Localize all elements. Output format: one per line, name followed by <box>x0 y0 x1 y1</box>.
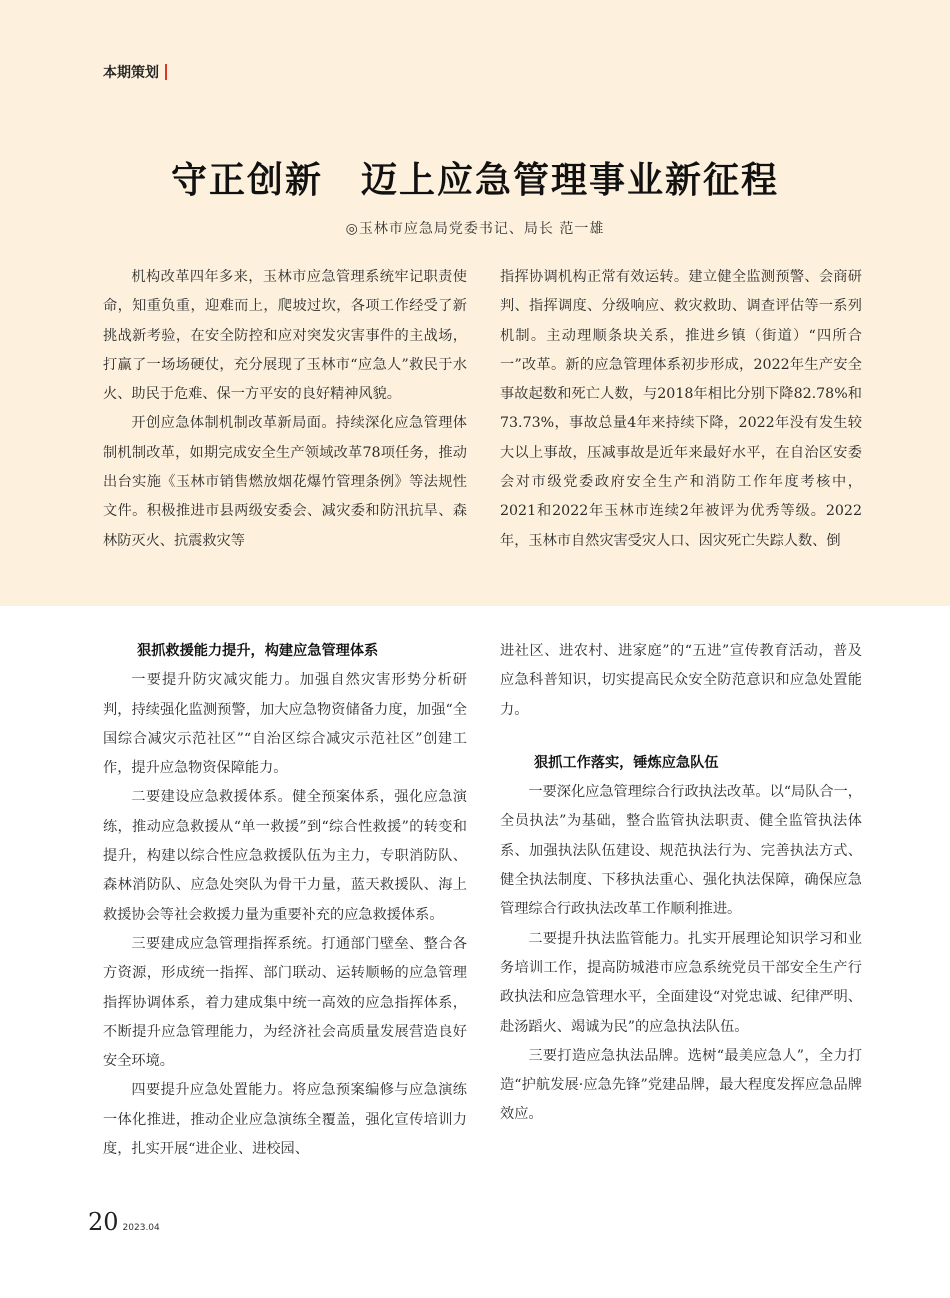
issue-date: 2023.04 <box>122 1223 160 1233</box>
section-tag <box>103 62 167 82</box>
paragraph: 二要建设应急救援体系。健全预案体系，强化应急演练，推动应急救援从“单一救援”到“综合性救援”的转变和提升，构建以综合性应急救援队伍为主力，专职消防队、森林消防队、应急处突队为骨干力量，蓝天救援队、海上救援协会等社会救援力量为重要补充的应急救援体系。 <box>103 789 467 923</box>
section-heading: 狠抓工作落实，锤炼应急队伍 <box>534 754 719 771</box>
article-title: 守正创新 迈上应急管理事业新征程 <box>170 160 779 201</box>
paragraph: 开创应急体制机制改革新局面。持续深化应急管理体制机制改革，如期完成安全生产领域改革78项任务，推动出台实施《玉林市销售燃放烟花爆竹管理条例》等法规性文件。积极推进市县两级安委会、减灾委和防汛抗旱、森林防灭火、抗震救灾等 <box>103 415 467 549</box>
spacer <box>500 725 862 749</box>
paragraph: 三要建成应急管理指挥系统。打通部门壁垒、整合各方资源，形成统一指挥、部门联动、运转顺畅的应急管理指挥协调体系，着力建成集中统一高效的应急指挥体系，不断提升应急管理能力，为经济社会高质量发展营造良好安全环境。 <box>103 935 467 1070</box>
column-top-right <box>500 263 862 556</box>
column-top-left <box>103 263 467 556</box>
page-footer <box>88 1208 160 1236</box>
paragraph: 四要提升应急处置能力。将应急预案编修与应急演练一体化推进，推动企业应急演练全覆盖，强化宣传培训力度，扎实开展“进企业、进校园、 <box>103 1082 467 1158</box>
article-byline: ◎玉林市应急局党委书记、局长 范一雄 <box>345 221 605 237</box>
paragraph: 进社区、进农村、进家庭”的“五进”宣传教育活动，普及应急科普知识，切实提高民众安全防范意识和应急处置能力。 <box>500 643 862 718</box>
section-heading: 狠抓救援能力提升，构建应急管理体系 <box>137 643 379 659</box>
paragraph: 二要提升执法监管能力。扎实开展理论知识学习和业务培训工作，提高防城港市应急系统党员干部安全生产行政执法和应急管理水平，全面建设“对党忠诚、纪律严明、赴汤蹈火、竭诚为民”的应急执法队伍。 <box>500 930 862 1035</box>
paragraph: 一要提升防灾减灾能力。加强自然灾害形势分析研判，持续强化监测预警，加大应急物资储备力度，加强“全国综合减灾示范社区”“自治区综合减灾示范社区”创建工作，提升应急物资保障能力。 <box>103 672 467 777</box>
paragraph: 三要打造应急执法品牌。选树“最美应急人”，全力打造“护航发展·应急先锋”党建品牌，最大程度发挥应急品牌效应。 <box>500 1047 862 1123</box>
paragraph: 一要深化应急管理综合行政执法改革。以“局队合一，全员执法”为基础，整合监管执法职责、健全监管执法体系、加强执法队伍建设、规范执法行为、完善执法方式、健全执法制度、下移执法重心、强化执法保障，确保应急管理综合行政执法改革工作顺利推进。 <box>500 784 862 918</box>
page-number: 20 <box>88 1208 119 1236</box>
section-tag-divider <box>165 64 167 80</box>
section-tag-label: 本期策划 <box>103 65 159 81</box>
paragraph: 指挥协调机构正常有效运转。建立健全监测预警、会商研判、指挥调度、分级响应、救灾救助、调查评估等一系列机制。主动理顺条块关系，推进乡镇（街道）“四所合一”改革。新的应急管理体系初步形成，2022年生产安全事故起数和死亡人数，与2018年相比分别下降82.78%和73.73%，事故总量4年来持续下降，2022年没有发生较大以上事故，压减事故是近年来最好水平，在自治区安委会对市级党委政府安全生产和消防工作年度考核中，2021和2022年玉林市连续2年被评为优秀等级。2022年，玉林市自然灾害受灾人口、因灾死亡失踪人数、倒 <box>500 269 862 549</box>
column-bottom-left <box>103 637 467 1164</box>
paragraph: 机构改革四年多来，玉林市应急管理系统牢记职责使命，知重负重，迎难而上，爬坡过坎，各项工作经受了新挑战新考验，在安全防控和应对突发灾害事件的主战场，打赢了一场场硬仗，充分展现了玉林市“应急人”救民于水火、助民于危难、保一方平安的良好精神风貌。 <box>103 269 467 403</box>
column-bottom-right <box>500 637 862 1130</box>
